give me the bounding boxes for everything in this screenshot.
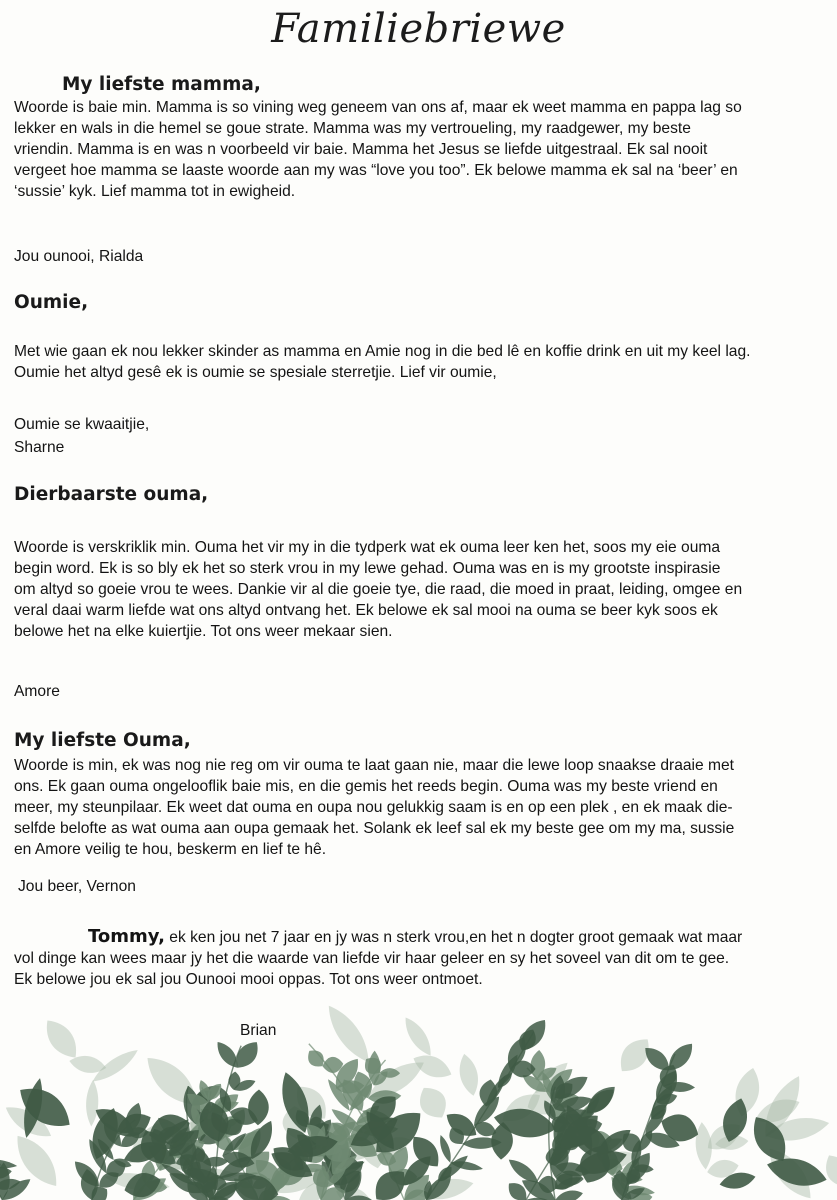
letter-4-line: ons. Ek gaan ouma ongelooflik baie mis, en die gemis het reeds begin. Ouma was my beste vriend en bbox=[14, 778, 718, 795]
letter-3-heading: Dierbaarste ouma, bbox=[14, 484, 209, 505]
letter-1-line: vriendin. Mamma is en was n voorbeeld vir baie. Mamma het Jesus se liefde uitgestraal. Ek sal nooit bbox=[14, 141, 708, 158]
leaf-shape bbox=[0, 1158, 18, 1170]
page-title: Familiebriewe bbox=[271, 6, 566, 52]
leaf-shape bbox=[399, 1013, 436, 1059]
letter-5-heading: Tommy, bbox=[88, 926, 165, 947]
letter-3-line: veral daai warm liefde wat ons altyd ontvang het. Ek belowe ek sal mooi na ouma se beer kyk soos ek bbox=[14, 602, 718, 619]
letter-3-body bbox=[14, 537, 742, 642]
letter-2-signature: Sharne bbox=[14, 439, 65, 456]
foliage-border bbox=[0, 990, 837, 1200]
letter-2-body bbox=[14, 341, 750, 383]
leaf-shape bbox=[230, 1037, 263, 1073]
letter-1-body bbox=[14, 97, 742, 202]
leaf-shape bbox=[456, 1052, 482, 1098]
letter-1-line: lekker en wals in die hemel se goue strate. Mamma was my vertroueling, my raadgewer, my beste bbox=[14, 120, 691, 137]
leaf-shape bbox=[321, 1000, 377, 1068]
letter-5-line: ek ken jou net 7 jaar en jy was n sterk vrou,en het n dogter groot gemaak wat maar bbox=[169, 929, 743, 946]
letter-5-first-line bbox=[14, 926, 742, 948]
letter-3-line: Woorde is verskriklik min. Ouma het vir my in die tydperk wat ek ouma leer ken het, soos my eie ouma bbox=[14, 539, 721, 556]
letter-4-line: meer, my steunpilaar. Ek weet dat ouma en oupa nou gelukkig saam is en op een plek , en ek maak die- bbox=[14, 799, 733, 816]
leaf-shape bbox=[39, 1014, 85, 1064]
letter-4-heading: My liefste Ouma, bbox=[14, 730, 191, 751]
letter-2-line: Oumie het altyd gesê ek is oumie se spesiale sterretjie. Lief vir oumie, bbox=[14, 364, 497, 381]
letter-2-line: Met wie gaan ek nou lekker skinder as mamma en Amie nog in die bed lê en koffie drink en uit my keel lag. bbox=[14, 343, 751, 360]
letter-1-line: vergeet hoe mamma se laaste woorde aan my was “love you too”. Ek belowe mamma ek sal na ‘beer’ en bbox=[14, 162, 738, 179]
leaf-shape bbox=[819, 1150, 837, 1192]
letter-1-signature: Jou ounooi, Rialda bbox=[14, 248, 144, 265]
letter-4-line: Woorde is min, ek was nog nie reg om vir ouma te laat gaan nie, maar die lewe loop snaakse draaie met bbox=[14, 757, 735, 774]
letter-5-line: vol dinge kan wees maar jy het die waarde van liefde vir haar geleer en sy het soveel van dit om te gee. bbox=[14, 950, 730, 967]
leaf-shape bbox=[0, 1129, 1, 1155]
letter-4-signature: Jou beer, Vernon bbox=[18, 878, 136, 895]
letter-1-heading: My liefste mamma, bbox=[62, 74, 261, 95]
letter-5-signature: Brian bbox=[240, 1022, 277, 1039]
letter-1-line: Woorde is baie min. Mamma is so vining weg geneem van ons af, maar ek weet mamma en pappa lag so bbox=[14, 99, 742, 116]
letter-2-signature: Oumie se kwaaitjie, bbox=[14, 416, 150, 433]
letter-2-heading: Oumie, bbox=[14, 292, 89, 313]
letter-4-body bbox=[14, 755, 734, 860]
letter-3-line: belowe het na elke kuiertjie. Tot ons weer mekaar sien. bbox=[14, 623, 393, 640]
letter-1-line: ‘sussie’ kyk. Lief mamma tot in ewigheid. bbox=[14, 183, 296, 200]
leaf-shape bbox=[554, 1188, 584, 1200]
letter-5-body bbox=[14, 926, 742, 990]
leaf-shape bbox=[121, 1168, 164, 1200]
letter-3-line: begin word. Ek is so bly ek het so sterk vrou in my lewe gehad. Ouma was en is my grootste inspirasie bbox=[14, 560, 721, 577]
letter-4-line: en Amore veilig te hou, beskerm en lief te hê. bbox=[14, 841, 327, 858]
letter-3-line: om altyd so goeie vrou te wees. Dankie vir al die goeie tye, die raad, die moed in praat, leiding, omgee en bbox=[14, 581, 743, 598]
leaf-shape bbox=[694, 1121, 714, 1170]
letter-4-line: selfde belofte as wat ouma aan oupa gemaak het. Solank ek leef sal ek my beste gee om my ma, sussie bbox=[14, 820, 735, 837]
leaf-shape bbox=[85, 1080, 99, 1127]
letter-5-line: Ek belowe jou ek sal jou Ounooi mooi oppas. Tot ons weer ontmoet. bbox=[14, 971, 483, 988]
letter-3-signature: Amore bbox=[14, 683, 60, 700]
